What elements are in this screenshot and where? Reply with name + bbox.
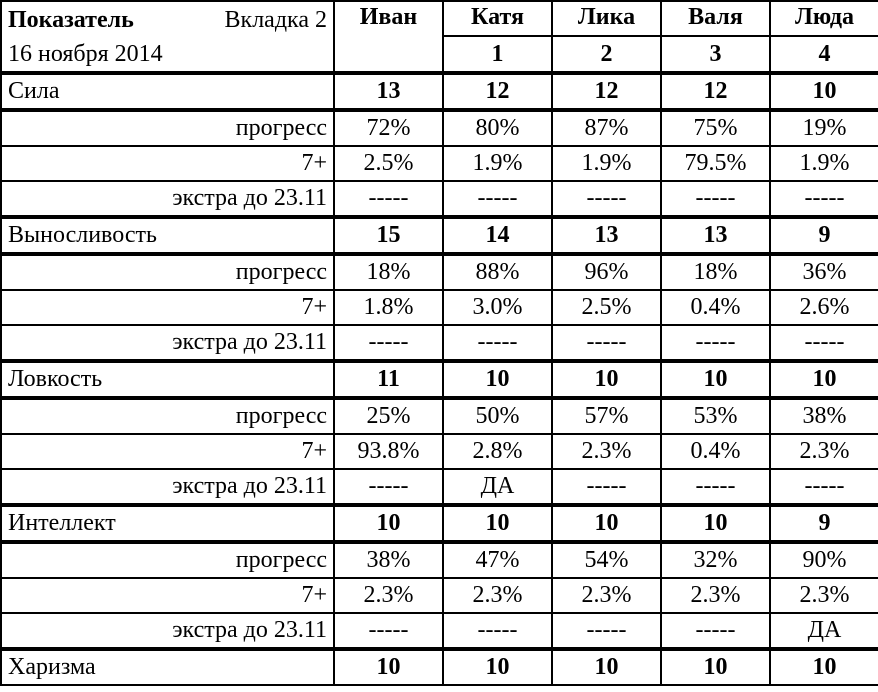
- metric-label: прогресс: [1, 254, 334, 290]
- metric-value-cell: -----: [661, 325, 770, 361]
- category-name: Ловкость: [1, 361, 334, 398]
- metric-value-cell: -----: [770, 325, 878, 361]
- category-score-cell: 12: [552, 73, 661, 110]
- metric-row-extra: [1, 325, 878, 361]
- metric-value-cell: 2.6%: [770, 290, 878, 325]
- sheet-title: Показатель: [8, 7, 134, 33]
- metric-value-cell: -----: [443, 325, 552, 361]
- category-score-cell: 10: [552, 361, 661, 398]
- metric-value-cell: 2.5%: [334, 146, 443, 181]
- category-name: Сила: [1, 73, 334, 110]
- metric-value-cell: 25%: [334, 398, 443, 434]
- metric-value-cell: 3.0%: [443, 290, 552, 325]
- metric-value-cell: 2.3%: [661, 578, 770, 613]
- metric-value-cell: 18%: [334, 254, 443, 290]
- metric-value-cell: 53%: [661, 398, 770, 434]
- category-score-cell: 13: [334, 73, 443, 110]
- category-score-cell: 10: [661, 649, 770, 685]
- person-name-lyuda: Люда: [770, 1, 878, 36]
- metric-value-cell: 90%: [770, 542, 878, 578]
- metric-label: экстра до 23.11: [1, 613, 334, 649]
- person-name-valya: Валя: [661, 1, 770, 36]
- metric-value-cell: -----: [661, 469, 770, 505]
- metric-value-cell: -----: [661, 613, 770, 649]
- header-corner-cell: [1, 1, 334, 73]
- metric-value-cell: 2.8%: [443, 434, 552, 469]
- metric-value-cell: -----: [334, 613, 443, 649]
- metric-value-cell: 0.4%: [661, 434, 770, 469]
- metric-value-cell: 50%: [443, 398, 552, 434]
- metric-value-cell: -----: [334, 181, 443, 217]
- metric-label: прогресс: [1, 110, 334, 146]
- metric-value-cell: 32%: [661, 542, 770, 578]
- category-name: Интеллект: [1, 505, 334, 542]
- person-number-lyuda: 4: [770, 36, 878, 73]
- metric-value-cell: 80%: [443, 110, 552, 146]
- metric-value-cell: 2.3%: [443, 578, 552, 613]
- metric-value-cell: 18%: [661, 254, 770, 290]
- category-row: [1, 73, 878, 110]
- person-number-valya: 3: [661, 36, 770, 73]
- category-score-cell: 10: [334, 505, 443, 542]
- category-score-cell: 15: [334, 217, 443, 254]
- metric-value-cell: 2.3%: [552, 434, 661, 469]
- category-score-cell: 10: [443, 505, 552, 542]
- metric-row-progress: [1, 254, 878, 290]
- metric-value-cell: 2.5%: [552, 290, 661, 325]
- metric-label: 7+: [1, 578, 334, 613]
- metric-value-cell: -----: [552, 325, 661, 361]
- category-score-cell: 10: [443, 361, 552, 398]
- category-score-cell: 10: [443, 649, 552, 685]
- metric-value-cell: 1.8%: [334, 290, 443, 325]
- category-row: [1, 649, 878, 685]
- person-number-katya: 1: [443, 36, 552, 73]
- metric-value-cell: -----: [334, 469, 443, 505]
- category-name: Харизма: [1, 649, 334, 685]
- person-number-lika: 2: [552, 36, 661, 73]
- metric-value-cell: 38%: [334, 542, 443, 578]
- metric-value-cell: -----: [661, 181, 770, 217]
- person-name-ivan: Иван: [334, 1, 443, 73]
- metric-value-cell: 72%: [334, 110, 443, 146]
- metric-value-cell: ДА: [770, 613, 878, 649]
- metric-row-seven-plus: [1, 146, 878, 181]
- metric-value-cell: 2.3%: [770, 578, 878, 613]
- metric-label: прогресс: [1, 398, 334, 434]
- category-score-cell: 11: [334, 361, 443, 398]
- category-score-cell: 10: [552, 649, 661, 685]
- metric-value-cell: 96%: [552, 254, 661, 290]
- category-row: [1, 505, 878, 542]
- category-score-cell: 10: [334, 649, 443, 685]
- metric-value-cell: 19%: [770, 110, 878, 146]
- metric-value-cell: -----: [552, 181, 661, 217]
- metric-value-cell: -----: [334, 325, 443, 361]
- metric-value-cell: -----: [770, 469, 878, 505]
- metric-value-cell: -----: [552, 469, 661, 505]
- category-row: [1, 217, 878, 254]
- metric-value-cell: 47%: [443, 542, 552, 578]
- metric-value-cell: 79.5%: [661, 146, 770, 181]
- metric-label: 7+: [1, 434, 334, 469]
- category-score-cell: 14: [443, 217, 552, 254]
- metric-value-cell: 1.9%: [443, 146, 552, 181]
- metric-row-seven-plus: [1, 434, 878, 469]
- category-score-cell: 10: [770, 73, 878, 110]
- category-score-cell: 10: [661, 505, 770, 542]
- metric-label: экстра до 23.11: [1, 325, 334, 361]
- metric-value-cell: -----: [770, 181, 878, 217]
- category-name: Выносливость: [1, 217, 334, 254]
- category-score-cell: 9: [770, 217, 878, 254]
- category-score-cell: 12: [443, 73, 552, 110]
- person-name-lika: Лика: [552, 1, 661, 36]
- metric-label: прогресс: [1, 542, 334, 578]
- metric-value-cell: 54%: [552, 542, 661, 578]
- metric-row-seven-plus: [1, 290, 878, 325]
- metric-value-cell: 87%: [552, 110, 661, 146]
- sheet-date: 16 ноября 2014: [8, 41, 163, 67]
- category-score-cell: 12: [661, 73, 770, 110]
- metric-value-cell: 93.8%: [334, 434, 443, 469]
- metric-label: 7+: [1, 290, 334, 325]
- metric-value-cell: -----: [443, 181, 552, 217]
- tab-label: Вкладка 2: [224, 7, 327, 33]
- metric-row-extra: [1, 469, 878, 505]
- metric-value-cell: 88%: [443, 254, 552, 290]
- category-score-cell: 9: [770, 505, 878, 542]
- metric-value-cell: -----: [443, 613, 552, 649]
- category-score-cell: 10: [770, 361, 878, 398]
- metric-row-progress: [1, 398, 878, 434]
- metric-value-cell: 2.3%: [552, 578, 661, 613]
- category-score-cell: 13: [552, 217, 661, 254]
- metric-value-cell: -----: [552, 613, 661, 649]
- metric-value-cell: 1.9%: [770, 146, 878, 181]
- category-score-cell: 10: [770, 649, 878, 685]
- category-score-cell: 10: [552, 505, 661, 542]
- metric-label: экстра до 23.11: [1, 181, 334, 217]
- metric-value-cell: 36%: [770, 254, 878, 290]
- header-row: [1, 1, 878, 36]
- metric-value-cell: 2.3%: [770, 434, 878, 469]
- metric-value-cell: 38%: [770, 398, 878, 434]
- category-score-cell: 13: [661, 217, 770, 254]
- metric-value-cell: 1.9%: [552, 146, 661, 181]
- category-row: [1, 361, 878, 398]
- metric-value-cell: 57%: [552, 398, 661, 434]
- metric-row-seven-plus: [1, 578, 878, 613]
- metric-value-cell: 2.3%: [334, 578, 443, 613]
- metric-value-cell: 0.4%: [661, 290, 770, 325]
- metric-label: экстра до 23.11: [1, 469, 334, 505]
- person-name-katya: Катя: [443, 1, 552, 36]
- metric-row-progress: [1, 110, 878, 146]
- metric-value-cell: ДА: [443, 469, 552, 505]
- metric-label: 7+: [1, 146, 334, 181]
- metric-row-extra: [1, 181, 878, 217]
- metric-row-extra: [1, 613, 878, 649]
- metric-row-progress: [1, 542, 878, 578]
- metric-value-cell: 75%: [661, 110, 770, 146]
- category-score-cell: 10: [661, 361, 770, 398]
